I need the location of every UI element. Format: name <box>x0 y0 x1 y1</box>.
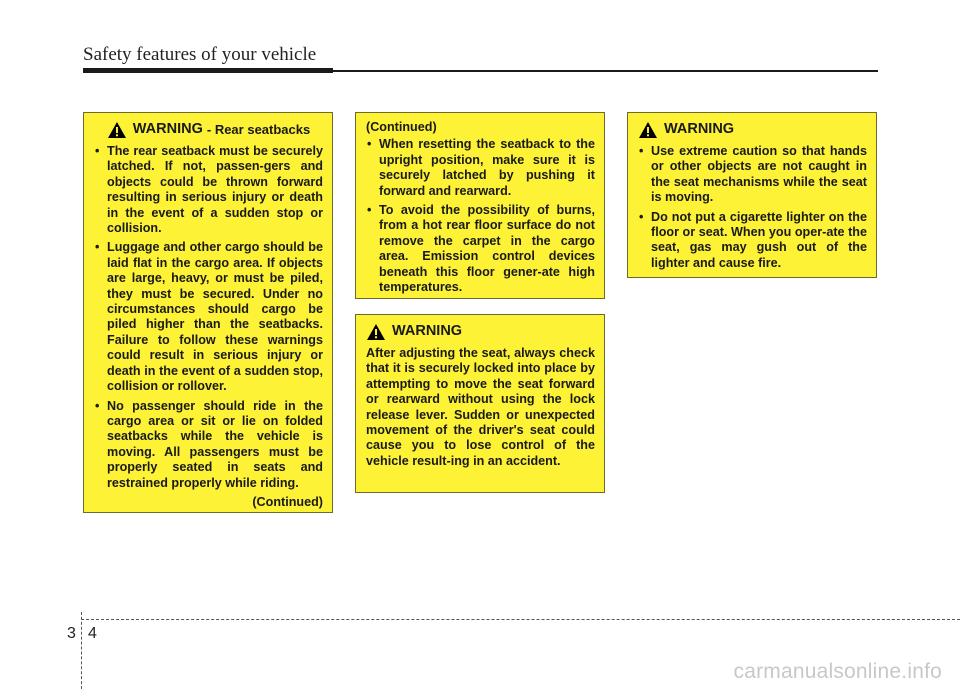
warning-list <box>638 144 867 271</box>
warning-box-continued <box>355 112 605 299</box>
list-item: • When resetting the seatback to the upright position, make sure it is securely latched by pushing it forward and rearward. <box>366 137 595 199</box>
list-item: • To avoid the possibility of burns, from a hot rear floor surface do not remove the carpet in the cargo area. Emission control devices beneath this floor gener-ate high temperatures. <box>366 203 595 295</box>
page-number: 4 <box>88 625 97 642</box>
continued-label: (Continued) <box>252 494 323 509</box>
warning-triangle-icon <box>107 121 127 139</box>
footer-rule-horizontal <box>81 619 960 620</box>
warning-list <box>366 137 595 295</box>
list-item: • Do not put a cigarette lighter on the floor or seat. When you oper-ate the seat, gas may gush out of the lighter and cause fire. <box>638 210 867 272</box>
list-item: • Luggage and other cargo should be laid flat in the cargo area. If objects are large, heavy, or must be piled, they must be secured. Under no circumstances should cargo be piled higher than the seatbacks. Failure to follow these warnings could result in serious injury or death in the event of a sudden stop, collision or rollover. <box>94 240 323 394</box>
warning-box-seat-mechanisms <box>627 112 877 278</box>
warning-heading <box>366 323 595 341</box>
warning-box-seat-adjust <box>355 314 605 493</box>
warning-subtitle: - Rear seatbacks <box>206 122 311 138</box>
warning-heading <box>638 121 867 139</box>
page-header-title: Safety features of your vehicle <box>83 44 317 65</box>
header-rule-thin <box>333 70 878 72</box>
watermark: carmanualsonline.info <box>733 660 942 683</box>
chapter-number: 3 <box>67 625 76 642</box>
warning-title: WARNING <box>664 121 735 138</box>
list-item: • Use extreme caution so that hands or other objects are not caught in the seat mechanisms while the seat is moving. <box>638 144 867 206</box>
list-item: • No passenger should ride in the cargo area or sit or lie on folded seatbacks while the vehicle is moving. All passengers must be properly seated in seats and restrained properly while riding. <box>94 399 323 491</box>
warning-title: WARNING <box>132 121 203 138</box>
warning-box-rear-seatbacks <box>83 112 333 513</box>
list-item: • The rear seatback must be securely latched. If not, passen-gers and objects could be thrown forward resulting in serious injury or death in the event of a sudden stop or collision. <box>94 144 323 236</box>
warning-list <box>94 144 323 491</box>
footer-rule-vertical <box>81 612 82 689</box>
warning-text: After adjusting the seat, always check that it is securely locked into place by attempting to move the seat forward or rearward without using the lock release lever. Sudden or unexpected movement of the driver's seat could cause you to lose control of the vehicle result-ing in an accident. <box>366 346 595 468</box>
warning-triangle-icon <box>638 121 658 139</box>
header-rule-thick <box>83 68 333 73</box>
warning-heading <box>94 121 323 139</box>
continued-label: (Continued) <box>366 120 437 134</box>
warning-title: WARNING <box>392 323 463 340</box>
warning-triangle-icon <box>366 323 386 341</box>
